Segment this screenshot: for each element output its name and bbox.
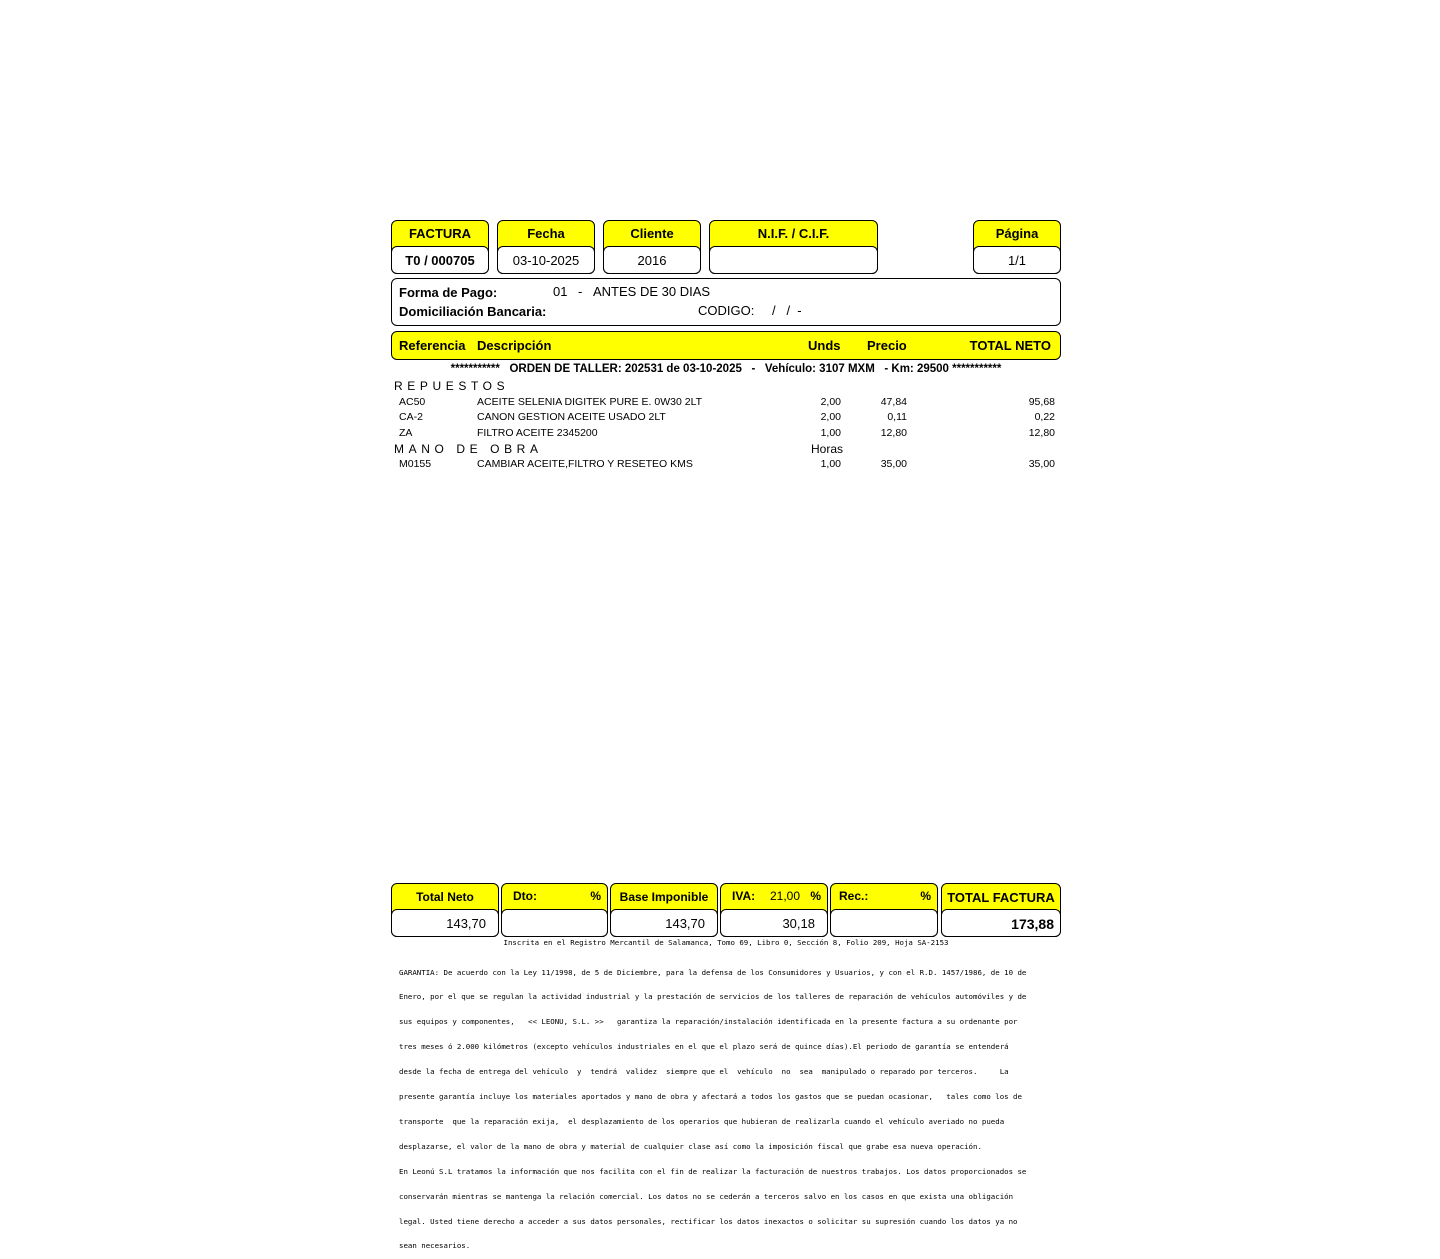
registro-mercantil: Inscrita en el Registro Mercantil de Salamanca, Tomo 69, Libro 0, Sección 8, Folio 209, Hoja SA-2153 — [503, 938, 949, 947]
garantia-line: sean necesarios. — [399, 1241, 471, 1251]
mano-obra-title: MANO DE OBRA — [394, 442, 543, 456]
repuestos-title: REPUESTOS — [394, 379, 510, 393]
total-factura-label: TOTAL FACTURA — [947, 890, 1055, 905]
row-precio: 35,00 — [880, 458, 907, 470]
row-total: 35,00 — [1028, 458, 1055, 470]
dto-value — [501, 909, 608, 937]
base-imponible-box — [610, 883, 718, 937]
dto-pct: % — [590, 889, 601, 903]
fecha-value: 03-10-2025 — [497, 246, 595, 274]
domiciliacion-label: Domiciliación Bancaria: — [399, 304, 547, 319]
fecha-label: Fecha — [527, 226, 565, 241]
pagina-box — [973, 220, 1061, 274]
cliente-box — [603, 220, 701, 274]
forma-pago-label: Forma de Pago: — [399, 285, 498, 300]
total-factura-box — [941, 883, 1061, 937]
pagina-label: Página — [995, 226, 1039, 241]
row-ref: CA-2 — [399, 411, 423, 423]
base-imponible-value: 143,70 — [610, 909, 718, 937]
row-ref: AC50 — [399, 396, 426, 408]
garantia-line: sus equipos y componentes, << LEONU, S.L. >> garantiza la reparación/instalación identificada en la presente factura a su ordenante por — [399, 1017, 1018, 1027]
iva-rate: 21,00 — [770, 889, 801, 903]
col-unds: Unds — [808, 338, 841, 353]
row-unds: 2,00 — [820, 411, 841, 423]
garantia-line: desde la fecha de entrega del vehículo y tendrá validez siempre que el vehículo no sea manipulado o reparado por terceros. La — [399, 1067, 1009, 1077]
forma-pago-text: ANTES DE 30 DIAS — [593, 284, 711, 299]
row-desc: ACEITE SELENIA DIGITEK PURE E. 0W30 2LT — [477, 396, 703, 408]
row-total: 0,22 — [1034, 411, 1055, 423]
garantia-line: legal. Usted tiene derecho a acceder a sus datos personales, rectificar los datos inexactos o solicitar su supresión cuando los datos ya no — [399, 1216, 1018, 1226]
payment-box — [391, 278, 1061, 326]
columns-header — [391, 331, 1061, 360]
iva-value: 30,18 — [720, 909, 828, 937]
col-descripcion: Descripción — [477, 338, 552, 353]
row-ref: M0155 — [399, 458, 432, 470]
row-unds: 1,00 — [820, 458, 841, 470]
orden-taller-line: *********** ORDEN DE TALLER: 202531 de 03-10-2025 - Vehículo: 3107 MXM - Km: 29500 *********** — [450, 363, 1002, 375]
row-unds: 2,00 — [820, 396, 841, 408]
row-precio: 12,80 — [880, 427, 907, 439]
codigo-value: / / - — [772, 303, 802, 318]
col-total-neto: TOTAL NETO — [969, 338, 1051, 353]
garantia-line: En Leonú S.L tratamos la información que nos facilita con el fin de realizar la facturación de nuestros trabajos. Los datos proporcionados se — [399, 1166, 1027, 1176]
row-desc: FILTRO ACEITE 2345200 — [477, 427, 598, 439]
garantia-text — [399, 952, 1059, 1259]
rec-box — [830, 883, 938, 937]
factura-box — [391, 220, 489, 274]
row-total: 95,68 — [1028, 396, 1055, 408]
total-factura-value: 173,88 — [941, 909, 1061, 937]
total-neto-box — [391, 883, 499, 937]
col-referencia: Referencia — [399, 338, 466, 353]
dto-box — [501, 883, 608, 937]
codigo-label: CODIGO: — [698, 303, 755, 318]
nif-box — [709, 220, 878, 274]
forma-pago-dash: - — [578, 284, 583, 299]
row-ref: ZA — [399, 427, 413, 439]
factura-label: FACTURA — [408, 226, 472, 241]
pagina-value: 1/1 — [973, 246, 1061, 274]
iva-label: IVA: — [732, 889, 756, 903]
row-precio: 0,11 — [887, 411, 907, 423]
row-desc: CAMBIAR ACEITE,FILTRO Y RESETEO KMS — [477, 458, 693, 470]
row-desc: CANON GESTION ACEITE USADO 2LT — [477, 411, 666, 423]
rec-label: Rec.: — [839, 889, 869, 903]
base-imponible-label: Base Imponible — [619, 890, 709, 904]
total-neto-value: 143,70 — [391, 909, 499, 937]
forma-pago-code: 01 — [553, 284, 568, 299]
iva-pct: % — [810, 889, 821, 903]
factura-number: T0 / 000705 — [391, 246, 489, 274]
row-precio: 47,84 — [880, 396, 907, 408]
garantia-line: Enero, por el que se regulan la actividad industrial y la prestación de servicios de los talleres de reparación de vehículos automóviles y de — [399, 992, 1027, 1002]
total-neto-label: Total Neto — [416, 890, 474, 904]
rec-value — [830, 909, 938, 937]
nif-label: N.I.F. / C.I.F. — [757, 226, 830, 241]
cliente-value: 2016 — [603, 246, 701, 274]
garantia-line: GARANTIA: De acuerdo con la Ley 11/1998, de 5 de Diciembre, para la defensa de los Consumidores y Usuarios, y con el R.D. 1457/1986, de 10 de — [399, 967, 1027, 977]
garantia-line: transporte que la reparación exija, el desplazamiento de los operarios que hubieran de realizarla cuando el vehículo averiado no pueda — [399, 1116, 1005, 1126]
garantia-line: presente garantía incluye los materiales aportados y mano de obra y afectará a todos los gastos que se puedan ocasionar, tales como los de — [399, 1092, 1022, 1102]
horas-label: Horas — [811, 442, 844, 456]
rec-pct: % — [920, 889, 931, 903]
nif-value — [709, 246, 878, 274]
fecha-box — [497, 220, 595, 274]
garantia-line: tres meses ó 2.000 kilómetros (excepto vehículos industriales en el que el plazo será de quince días).El periodo de garantía se entenderá — [399, 1042, 1009, 1052]
row-total: 12,80 — [1028, 427, 1055, 439]
col-precio: Precio — [867, 338, 907, 353]
iva-box — [720, 883, 828, 937]
garantia-line: desplazarse, el valor de la mano de obra y material de cualquier clase así como la imposición fiscal que grabe esa nueva operación. — [399, 1141, 982, 1151]
cliente-label: Cliente — [630, 226, 674, 241]
garantia-line: conservarán mientras se mantenga la relación comercial. Los datos no se cederán a terceros salvo en los casos en que exista una obligación — [399, 1191, 1014, 1201]
dto-label: Dto: — [513, 889, 537, 903]
row-unds: 1,00 — [820, 427, 841, 439]
